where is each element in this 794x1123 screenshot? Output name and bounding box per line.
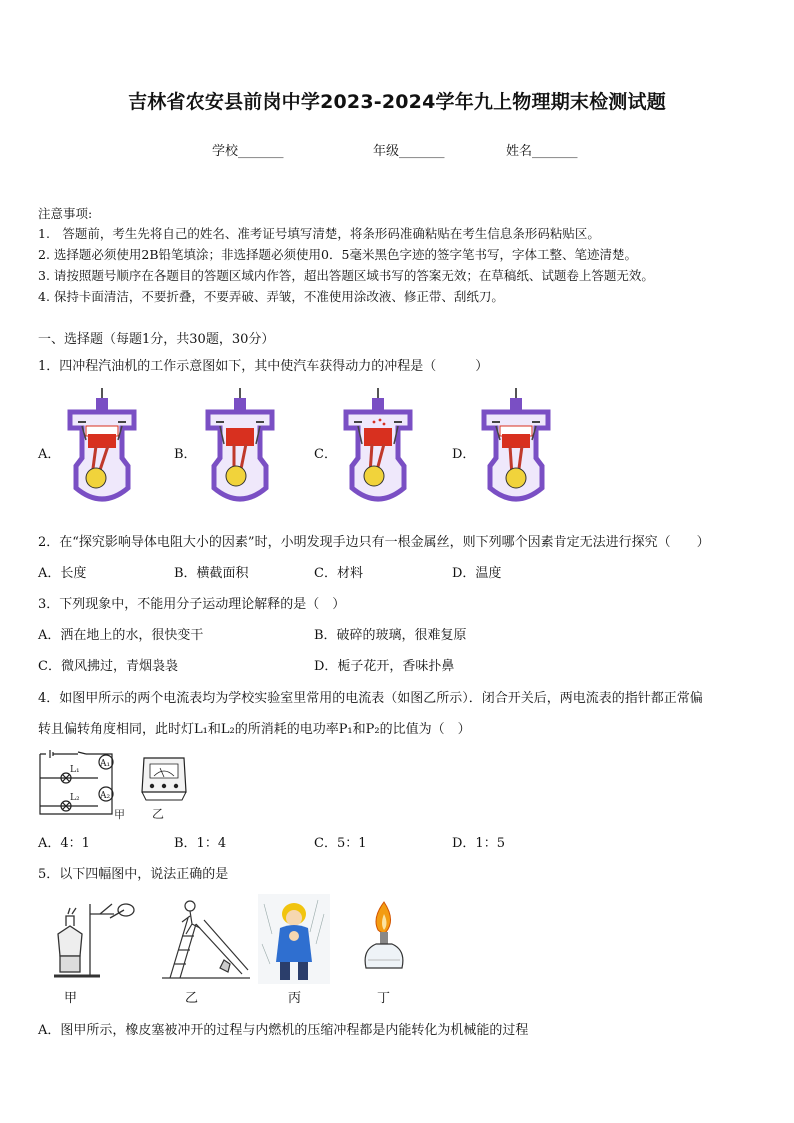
engine-figure-c <box>338 388 418 510</box>
notice-item: 4. 保持卡面清洁，不要折叠，不要弄破、弄皱，不准使用涂改液、修正带、刮纸刀。 <box>38 289 504 304</box>
q3-option-c: C．微风拂过，青烟袅袅 <box>38 659 178 674</box>
question-2-stem: 2．在“探究影响导体电阻大小的因素”时，小明发现手边只有一根金属丝，则下列哪个因素肯定无法进行探究（ ） <box>38 535 710 550</box>
q3-option-b: B．破碎的玻璃，很难复原 <box>314 628 467 643</box>
q5-figure-label-jia: 甲 <box>64 991 78 1006</box>
page-title: 吉林省农安县前岗中学2023-2024学年九上物理期末检测试题 <box>128 91 666 113</box>
name-field: 姓名_______ <box>506 144 578 159</box>
slide-figure-yi <box>160 894 250 984</box>
q3-option-a: A．洒在地上的水，很快变干 <box>38 628 204 643</box>
ammeter-a2-label: A₂ <box>100 791 111 801</box>
question-3-stem: 3．下列现象中，不能用分子运动理论解释的是（ ） <box>38 597 346 612</box>
lamp-l1-label: L₁ <box>70 765 80 775</box>
notice-item: 2. 选择题必须使用2B铅笔填涂；非选择题必须使用0．5毫米黑色字迹的签字笔书写，字体工整、笔迹清楚。 <box>38 247 637 262</box>
school-field: 学校_______ <box>212 144 284 159</box>
q1-option-d: D． <box>452 447 476 462</box>
question-4-stem-line2: 转且偏转角度相同，此时灯L₁和L₂的所消耗的电功率P₁和P₂的比值为（ ） <box>38 722 471 737</box>
q1-option-a: A． <box>38 447 61 462</box>
circuit-diagram-jia <box>36 748 126 820</box>
notice-item: 1. 答题前，考生先将自己的姓名、准考证号填写清楚，将条形码准确粘贴在考生信息条形码粘贴区。 <box>38 226 600 241</box>
question-5-stem: 5．以下四幅图中，说法正确的是 <box>38 867 229 882</box>
lamp-l2-label: L₂ <box>70 793 80 803</box>
ammeter-figure-yi <box>138 750 190 822</box>
engine-figure-d <box>476 388 556 510</box>
q5-figure-label-bing: 丙 <box>288 991 302 1006</box>
figure-yi-label: 乙 <box>152 807 165 821</box>
question-4-stem-line1: 4．如图甲所示的两个电流表均为学校实验室里常用的电流表（如图乙所示）．闭合开关后，两电流表的指针都正常偏 <box>38 691 703 706</box>
q4-option-d: D．1：5 <box>452 836 505 851</box>
engine-figure-b <box>200 388 280 510</box>
q4-option-b: B．1：4 <box>174 836 227 851</box>
alcohol-lamp-figure-ding <box>356 898 412 984</box>
engine-figure-a <box>62 388 142 510</box>
child-winter-figure-bing <box>258 894 330 984</box>
q1-option-c: C． <box>314 447 337 462</box>
q4-option-c: C．5：1 <box>314 836 367 851</box>
section-heading: 一、选择题（每题1分，共30题，30分） <box>38 332 275 347</box>
q5-figure-label-yi: 乙 <box>185 991 199 1006</box>
figure-jia-label: 甲 <box>114 808 125 821</box>
q2-option-b: B．横截面积 <box>174 566 249 581</box>
notice-heading: 注意事项: <box>38 206 93 221</box>
notice-item: 3. 请按照题号顺序在各题目的答题区域内作答，超出答题区域书写的答案无效；在草稿纸、试题卷上答题无效。 <box>38 268 654 283</box>
q4-option-a: A．4：1 <box>38 836 90 851</box>
question-1-stem: 1．四冲程汽油机的工作示意图如下，其中使汽车获得动力的冲程是（ ） <box>38 359 489 374</box>
q3-option-d: D．栀子花开，香味扑鼻 <box>314 659 455 674</box>
grade-field: 年级_______ <box>373 144 445 159</box>
q2-option-d: D．温度 <box>452 566 502 581</box>
q5-figure-label-ding: 丁 <box>377 991 391 1006</box>
ammeter-a1-label: A₁ <box>100 759 111 769</box>
q2-option-a: A．长度 <box>38 566 87 581</box>
q5-option-a: A．图甲所示，橡皮塞被冲开的过程与内燃机的压缩冲程都是内能转化为机械能的过程 <box>38 1023 529 1038</box>
flask-stopper-figure-jia <box>40 896 140 984</box>
q1-option-b: B． <box>174 447 197 462</box>
q2-option-c: C．材料 <box>314 566 363 581</box>
